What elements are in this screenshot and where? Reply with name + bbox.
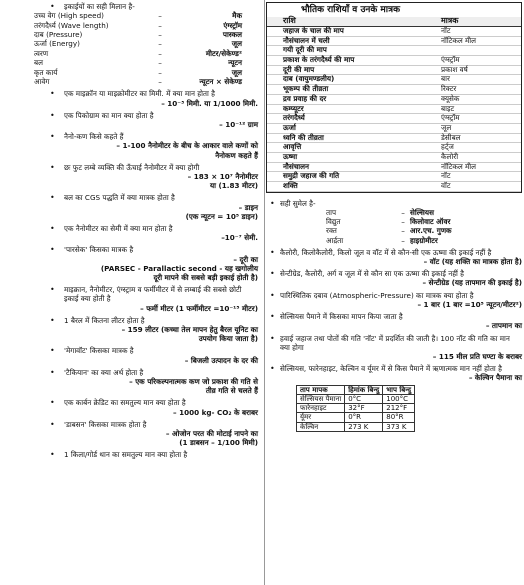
unit-name: आवेग	[34, 77, 50, 87]
match-row	[266, 226, 522, 235]
question	[6, 224, 258, 233]
question-text: सेन्टीग्रेड, कैलोरी, अर्ग व जूल में से कौन सा एक ऊष्मा की इकाई नहीं है	[280, 269, 464, 279]
question	[6, 420, 258, 429]
question	[266, 248, 522, 257]
quantity-unit: एंग्स्ट्रॉम	[437, 56, 521, 66]
unit-dash: –	[158, 30, 162, 40]
right-qa-list	[266, 248, 522, 383]
match-dash: –	[401, 217, 405, 227]
match-right: किलोवाट ऑवर	[410, 217, 451, 227]
quantity-name: कम्प्यूटर	[267, 104, 437, 114]
question-text: हवाई जहाज तथा पोतों की गति 'नॉट' में प्रदर्शित की जाती है। 100 नॉट की गति का मान क्या होगा	[280, 333, 510, 352]
quantity-unit: डेसीबल	[437, 133, 521, 143]
question	[6, 450, 258, 459]
bullet-icon: •	[270, 198, 275, 208]
match-right: हाइग्रोमीटर	[410, 235, 438, 245]
answer-line: – दूरी का	[233, 254, 258, 264]
bullet-icon: •	[270, 269, 275, 279]
temp-cell: 373 K	[383, 422, 415, 431]
units-row	[6, 11, 258, 20]
quantity-unit: बाइट	[437, 104, 521, 114]
units-row	[6, 68, 258, 77]
question-text: एक नैनोमीटर का सेमी में क्या मान होता है	[64, 223, 173, 233]
box-row	[267, 104, 521, 114]
quantity-unit: हर्ट्ज	[437, 143, 521, 153]
unit-value: पास्कल	[222, 30, 242, 40]
temp-cell: फारेनहाइट	[297, 404, 345, 413]
left-qa-list	[6, 89, 258, 459]
unit-dash: –	[158, 11, 162, 21]
unit-value: मीटर/सेकेण्ड²	[205, 48, 242, 58]
unit-name: त्वरण	[34, 48, 49, 58]
quantity-name: तरंगदैर्ध्य	[267, 114, 437, 124]
question	[6, 111, 258, 120]
bullet-icon: •	[270, 247, 275, 257]
bullet-icon: •	[50, 285, 55, 295]
question	[266, 334, 522, 352]
temp-cell: 0°R	[345, 413, 383, 422]
unit-dash: –	[158, 39, 162, 49]
units-row	[6, 30, 258, 39]
qa-item	[6, 285, 258, 313]
answer-line: – तापमान का	[485, 321, 522, 331]
temp-cell: 80°R	[383, 413, 415, 422]
question	[6, 89, 258, 98]
unit-name: ऊर्जा (Energy)	[34, 39, 80, 49]
qa-item	[6, 398, 258, 416]
box-row	[267, 182, 521, 192]
question	[6, 368, 258, 377]
unit-name: तरंगदैर्ध्य (Wave length)	[34, 20, 109, 30]
unit-value: जूल	[231, 39, 242, 49]
unit-value: न्यूटन × सेकेण्ड	[199, 77, 242, 87]
bullet-icon: •	[50, 245, 55, 255]
question-text: छः फुट लम्बे व्यक्ति की ऊँचाई नैनोमीटर में क्या होगी	[64, 162, 200, 172]
answer-line: (एक न्यूटन = 10⁵ डाइन)	[185, 211, 258, 221]
bullet-icon: •	[50, 398, 55, 408]
match-left: विद्युत	[326, 217, 341, 227]
qa-item	[6, 450, 258, 459]
match-dash: –	[401, 226, 405, 236]
bullet-icon: •	[270, 333, 275, 343]
bullet-icon: •	[50, 162, 55, 172]
quantity-name: ऊष्मा	[267, 153, 437, 163]
unit-dash: –	[158, 58, 162, 68]
temp-header-cell: ताप मापक	[297, 385, 345, 394]
box-header-cell: मात्रक	[437, 17, 521, 26]
box-title: भौतिक राशियाँ व उनके मात्रक	[301, 5, 401, 15]
quantity-unit: रिक्टर	[437, 85, 521, 95]
question-text: सेल्सियस, फारेनहाइट, केल्विन व र्यूमर में से किस पैमाने में ऋणात्मक मान नहीं होता है	[280, 364, 502, 374]
unit-value: न्यूटन	[228, 58, 242, 68]
quantity-name: दाब (वायुमण्डलीय)	[267, 75, 437, 85]
units-intro-text: इकाईयों का सही मिलान है-	[64, 2, 135, 11]
quantities-box	[266, 2, 522, 193]
bullet-icon: •	[50, 193, 55, 203]
quantity-name: समुद्री जहाज की गति	[267, 172, 437, 182]
qa-item	[266, 269, 522, 287]
temp-row	[297, 422, 415, 431]
answer-line: – एक परिकल्पनात्मक कण जो प्रकाश की गति से	[129, 377, 258, 387]
answer-line: – सेन्टीग्रेड (यह तापमान की इकाई है)	[422, 278, 522, 288]
units-row	[6, 21, 258, 30]
answer-line: (1 डाबसन – 1/100 मिमी)	[179, 438, 258, 448]
question	[266, 291, 522, 300]
match-left: आर्द्रता	[326, 235, 344, 245]
match-right: आर.एच. गुणक	[410, 226, 452, 236]
quantity-unit: नॉटिकल मील	[437, 36, 521, 46]
answer-line: – 115 मील प्रति घण्टा के बराबर	[432, 351, 522, 361]
bullet-icon: •	[50, 110, 55, 120]
answer-line: – केल्विन पैमाना का	[468, 373, 522, 383]
bullet-icon: •	[50, 223, 55, 233]
answer-line: – 1 बार (1 बार =10⁵ न्यूटन/मीटर²)	[417, 299, 522, 309]
bullet-icon: •	[50, 346, 55, 356]
answer-line: (PARSEC - Parallactic second - यह खगोलीय	[100, 263, 258, 273]
question	[6, 398, 258, 407]
qa-item	[266, 312, 522, 330]
match-intro	[266, 199, 522, 208]
qa-item	[6, 316, 258, 344]
unit-name: दाब (Pressure)	[34, 30, 83, 40]
temp-cell: सेल्सियस पैमाना	[297, 394, 345, 403]
qa-item	[266, 291, 522, 309]
question-text: बल का CGS पद्धति में क्या मात्रक होता है	[64, 193, 175, 203]
qa-item	[6, 346, 258, 364]
qa-item	[266, 364, 522, 382]
quantity-name: भूकम्प की तीव्रता	[267, 85, 437, 95]
box-row	[267, 114, 521, 124]
qa-item	[6, 163, 258, 191]
question-text: 'पारसेक' किसका मात्रक है	[64, 245, 134, 255]
match-intro-text: सही सुमेल है-	[280, 198, 316, 208]
answer-line: दूरी मापने की सबसे बड़ी इकाई होती है)	[153, 272, 258, 282]
answer-line: – ओजोन परत की मोटाई नापने का	[165, 429, 258, 439]
question	[6, 132, 258, 141]
qa-item	[6, 111, 258, 129]
question-text: 'मेगावॉट' किसका मात्रक है	[64, 346, 134, 356]
question	[266, 312, 522, 321]
answer-line: – 1-100 नैनोमीटर के बीच के आकार वाले कणों को	[116, 141, 258, 151]
qa-item	[6, 132, 258, 160]
unit-name: बल	[34, 58, 43, 68]
bullet-icon: •	[270, 364, 275, 374]
question	[6, 163, 258, 172]
bullet-icon: •	[270, 290, 275, 300]
answer-line: उपयोग किया जाता है)	[198, 334, 258, 344]
box-row	[267, 94, 521, 104]
qa-item	[6, 245, 258, 282]
question-text: एक माइक्रॉन या माइक्रोमीटर का मिमी. में क्या मान होता है	[64, 89, 215, 99]
unit-dash: –	[158, 48, 162, 58]
quantity-unit: एंग्स्ट्रॉम	[437, 114, 521, 124]
answer-line: – 1000 kg- CO₂ के बराबर	[172, 407, 258, 417]
bullet-icon: •	[50, 89, 55, 99]
quantity-name: दूरी की माप	[267, 65, 437, 75]
question-text: सेल्सियस पैमाने में किसका मापन किया जाता है	[280, 312, 403, 322]
temp-header-cell: हिमांक बिन्दु	[345, 385, 383, 394]
box-row	[267, 143, 521, 153]
question-text: 'टैकियान' का क्या अर्थ होता है	[64, 367, 144, 377]
temp-header-cell: भाप बिन्दु	[383, 385, 415, 394]
quantity-name: ऊर्जा	[267, 123, 437, 133]
quantity-unit: क्यूसेक	[437, 94, 521, 104]
question-text: माइक्रान, नैनोमीटर, एंग्स्ट्राम व फर्मीमीटर में से लम्बाई की सबसे छोटी इकाई क्या होती है	[64, 285, 242, 304]
question-text: नैनो-कण किसे कहते हैं	[64, 132, 124, 142]
match-left: ताप	[326, 208, 337, 218]
temp-cell: र्यूमर	[297, 413, 345, 422]
unit-value: मैक	[232, 11, 242, 21]
column-divider	[264, 0, 265, 585]
box-header-cell: राशि	[267, 17, 437, 26]
quantity-unit: जूल	[437, 123, 521, 133]
units-table	[6, 11, 258, 86]
quantity-unit: नॉटिकल मील	[437, 162, 521, 172]
qa-item	[6, 368, 258, 396]
temp-cell: 32°F	[345, 404, 383, 413]
quantity-name: नौसंचालन में चली	[267, 36, 437, 46]
temp-cell: 273 K	[345, 422, 383, 431]
question-text: 1 बैरल में कितना लीटर होता है	[64, 315, 145, 325]
units-intro	[6, 2, 258, 11]
right-column	[266, 0, 522, 432]
unit-dash: –	[158, 20, 162, 30]
question	[6, 346, 258, 355]
quantity-name: गयी दूरी की माप	[267, 46, 437, 56]
match-dash: –	[401, 208, 405, 218]
quantity-unit: कैलोरी	[437, 153, 521, 163]
question-text: 'डाबसन' किसका मात्रक होता है	[64, 419, 147, 429]
unit-value: एंग्स्ट्रॉम	[223, 20, 242, 30]
quantity-name: शक्ति	[267, 182, 437, 192]
answer-line: या (1.83 मीटर)	[209, 181, 258, 191]
quantity-unit: प्रकाश वर्ष	[437, 65, 521, 75]
match-dash: –	[401, 235, 405, 245]
box-row	[267, 26, 521, 36]
question	[6, 245, 258, 254]
box-row	[267, 172, 521, 182]
box-row	[267, 133, 521, 143]
quantity-name: ध्वनि की तीव्रता	[267, 133, 437, 143]
quantity-name: द्रव प्रवाह की दर	[267, 94, 437, 104]
bullet-icon: •	[50, 367, 55, 377]
temp-cell: 0°C	[345, 394, 383, 403]
units-row	[6, 39, 258, 48]
question	[6, 285, 258, 303]
bullet-icon: •	[270, 312, 275, 322]
unit-dash: –	[158, 77, 162, 87]
units-row	[6, 49, 258, 58]
box-row	[267, 56, 521, 66]
left-column	[0, 0, 262, 460]
quantities-table	[267, 17, 521, 192]
answer-line: – 183 × 10⁷ नैनोमीटर	[187, 171, 258, 181]
quantity-unit: नॉट	[437, 172, 521, 182]
temp-row	[297, 413, 415, 422]
answer-line: – बिजली उत्पादन के दर की	[184, 355, 258, 365]
box-row	[267, 85, 521, 95]
quantity-unit: बार	[437, 75, 521, 85]
question-text: एक कार्बन क्रेडिट का समतुल्य मान क्या होता है	[64, 398, 186, 408]
quantity-unit: नॉट	[437, 26, 521, 36]
question	[266, 364, 522, 373]
match-row	[266, 217, 522, 226]
box-row	[267, 153, 521, 163]
answer-line: – वॉट (यह शक्ति का मात्रक होता है)	[423, 257, 522, 267]
unit-name: कृत कार्य	[34, 67, 58, 77]
answer-line: – डाइन	[238, 202, 258, 212]
question-text: पारिस्थितिक दबाव (Atmospheric-Pressure) का मात्रक क्या होता है	[280, 290, 474, 300]
question-text: 1 किला/गोर्ड थान का समतुल्य मान क्या होता है	[64, 450, 188, 460]
qa-item	[6, 193, 258, 221]
question	[266, 269, 522, 278]
quantity-name: नौसंचालन	[267, 162, 437, 172]
question-text: एक पिकोग्राम का मान क्या होता है	[64, 110, 154, 120]
match-table	[266, 208, 522, 245]
bullet-icon: •	[50, 419, 55, 429]
qa-item	[6, 89, 258, 107]
temp-cell: 100°C	[383, 394, 415, 403]
units-row	[6, 77, 258, 86]
answer-line: तीव्र गति से चलते हैं	[205, 386, 258, 396]
box-row	[267, 123, 521, 133]
question	[6, 193, 258, 202]
unit-name: उच्च वेग (High speed)	[34, 11, 104, 21]
qa-item	[6, 420, 258, 448]
answer-line: नैनोकण कहते हैं	[215, 150, 258, 160]
match-row	[266, 236, 522, 245]
qa-item	[266, 248, 522, 266]
temp-header-row	[297, 385, 415, 394]
answer-line: – 10⁻¹² ग्राम	[219, 119, 258, 129]
units-row	[6, 58, 258, 67]
answer-line: – फर्मी मीटर (1 फर्मीमीटर =10⁻¹⁵ मीटर)	[140, 303, 258, 313]
qa-item	[6, 224, 258, 242]
question	[6, 316, 258, 325]
quantity-name: प्रकाश के तरंगदैर्ध्य की माप	[267, 56, 437, 66]
temp-cell: केल्विन	[297, 422, 345, 431]
quantity-name: जहाज के चाल की माप	[267, 26, 437, 36]
qa-item	[266, 334, 522, 362]
unit-dash: –	[158, 67, 162, 77]
match-row	[266, 208, 522, 217]
unit-value: जूल	[231, 67, 242, 77]
answer-line: –10⁻⁷ सेमी.	[221, 233, 258, 243]
quantity-name: आवृत्ति	[267, 143, 437, 153]
bullet-icon: •	[50, 315, 55, 325]
match-right: सेल्सियस	[410, 208, 434, 218]
temperature-table	[296, 385, 415, 432]
question-text: कैलोरी, किलोकैलोरी, किलो जूल व वॉट में से कौन-सी एक ऊष्मा की इकाई नहीं है	[280, 247, 492, 257]
bullet-icon: •	[50, 450, 55, 460]
temp-row	[297, 394, 415, 403]
bullet-icon: •	[50, 2, 55, 11]
match-left: रक्त	[326, 226, 337, 236]
temp-cell: 212°F	[383, 404, 415, 413]
answer-line: – 10⁻³ मिमी. या 1/1000 मिमी.	[161, 98, 258, 108]
answer-line: – 159 लीटर (कच्चा तेल मापन हेतु बैरल यूनिट का	[121, 325, 258, 334]
bullet-icon: •	[50, 132, 55, 142]
temp-row	[297, 404, 415, 413]
quantity-unit: वॉट	[437, 182, 521, 192]
